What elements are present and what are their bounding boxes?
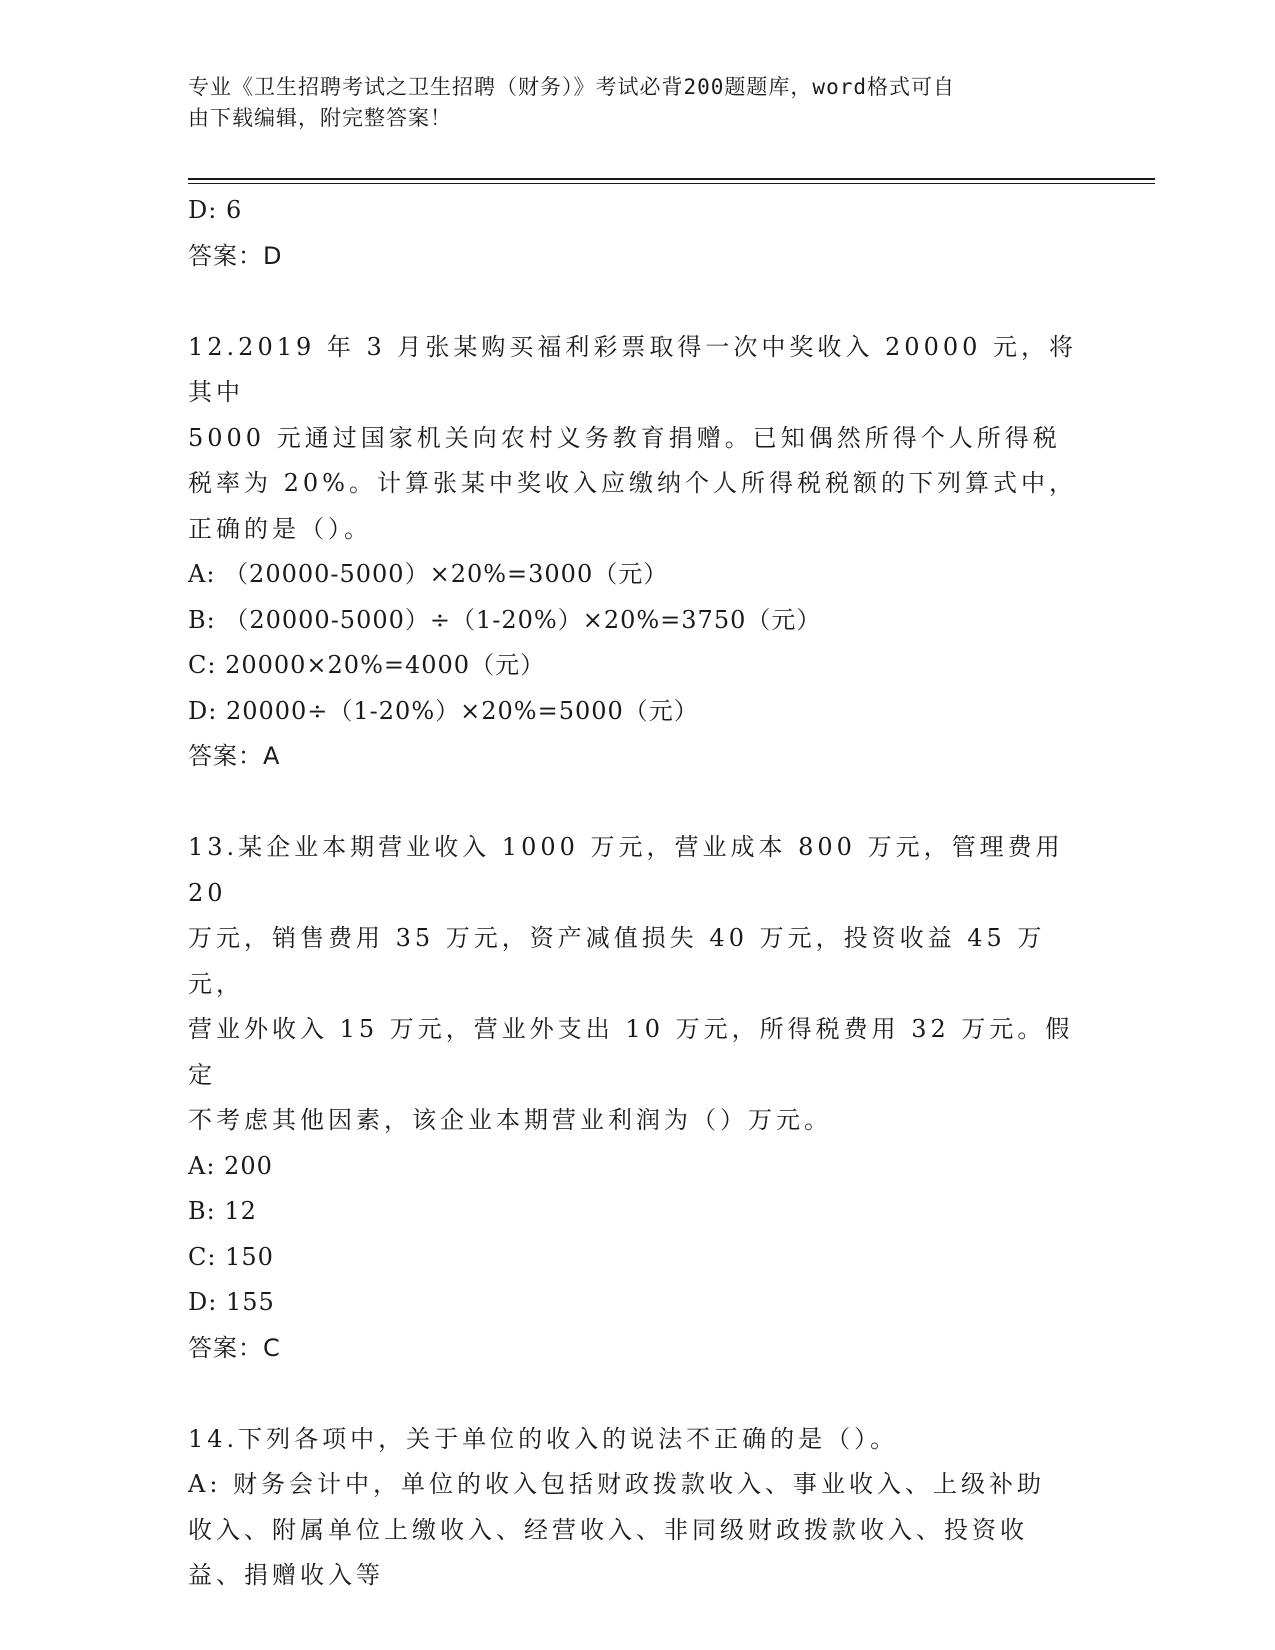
option-c: C: 150 (188, 1242, 274, 1271)
option-d: D: 6 (188, 196, 243, 224)
answer-line: 答案：C (188, 1333, 281, 1362)
option-d: D: 20000÷（1-20%）×20%=5000（元） (188, 696, 699, 725)
page-header (188, 72, 1088, 134)
question-text-line: 收入、附属单位上缴收入、经营收入、非同级财政拨款收入、投资收 (188, 1515, 1028, 1544)
question-text-line: 营业外收入 15 万元，营业外支出 10 万元，所得税费用 32 万元。假定 (188, 1015, 1074, 1089)
question-text-line: 不考虑其他因素，该企业本期营业利润为（）万元。 (188, 1106, 832, 1134)
question-text-line: 正确的是（）。 (188, 514, 372, 543)
question-text-line: 12.2019 年 3 月张某购买福利彩票取得一次中奖收入 20000 元，将其中 (188, 332, 1078, 406)
document-body (188, 188, 1088, 1599)
header-divider-thick (188, 178, 1155, 180)
header-divider-thin (188, 183, 1155, 184)
question-text-line: 万元，销售费用 35 万元，资产减值损失 40 万元，投资收益 45 万元， (188, 924, 1046, 998)
question-text-line: 13.某企业本期营业收入 1000 万元，营业成本 800 万元，管理费用 20 (188, 833, 1064, 907)
option-c: C: 20000×20%=4000（元） (188, 651, 546, 679)
question-14 (188, 1417, 1088, 1599)
spacer (188, 780, 1088, 826)
answer-line: 答案：A (188, 742, 281, 770)
question-text-line: A: 财务会计中，单位的收入包括财政拨款收入、事业收入、上级补助 (188, 1470, 1046, 1498)
option-d: D: 155 (188, 1288, 275, 1316)
question-13 (188, 825, 1088, 1371)
question-text-line: 14.下列各项中，关于单位的收入的说法不正确的是（）。 (188, 1424, 899, 1453)
header-line-2: 由下载编辑，附完整答案！ (188, 106, 452, 130)
question-12 (188, 325, 1088, 780)
header-line-1: 专业《卫生招聘考试之卫生招聘（财务）》考试必背200题题库，word格式可自 (188, 75, 955, 99)
option-a: A: （20000-5000）×20%=3000（元） (188, 560, 669, 588)
option-b: B: （20000-5000）÷（1-20%）×20%=3750（元） (188, 605, 822, 634)
question-text-line: 益、捐赠收入等 (188, 1561, 384, 1589)
question-text-line: 税率为 20%。计算张某中奖收入应缴纳个人所得税税额的下列算式中， (188, 469, 1077, 497)
spacer (188, 1371, 1088, 1417)
question-text-line: 5000 元通过国家机关向农村义务教育捐赠。已知偶然所得个人所得税 (188, 423, 1061, 452)
previous-question-tail (188, 188, 1088, 279)
answer-line: 答案：D (188, 241, 283, 270)
option-b: B: 12 (188, 1197, 257, 1225)
option-a: A: 200 (188, 1151, 273, 1180)
spacer (188, 279, 1088, 325)
